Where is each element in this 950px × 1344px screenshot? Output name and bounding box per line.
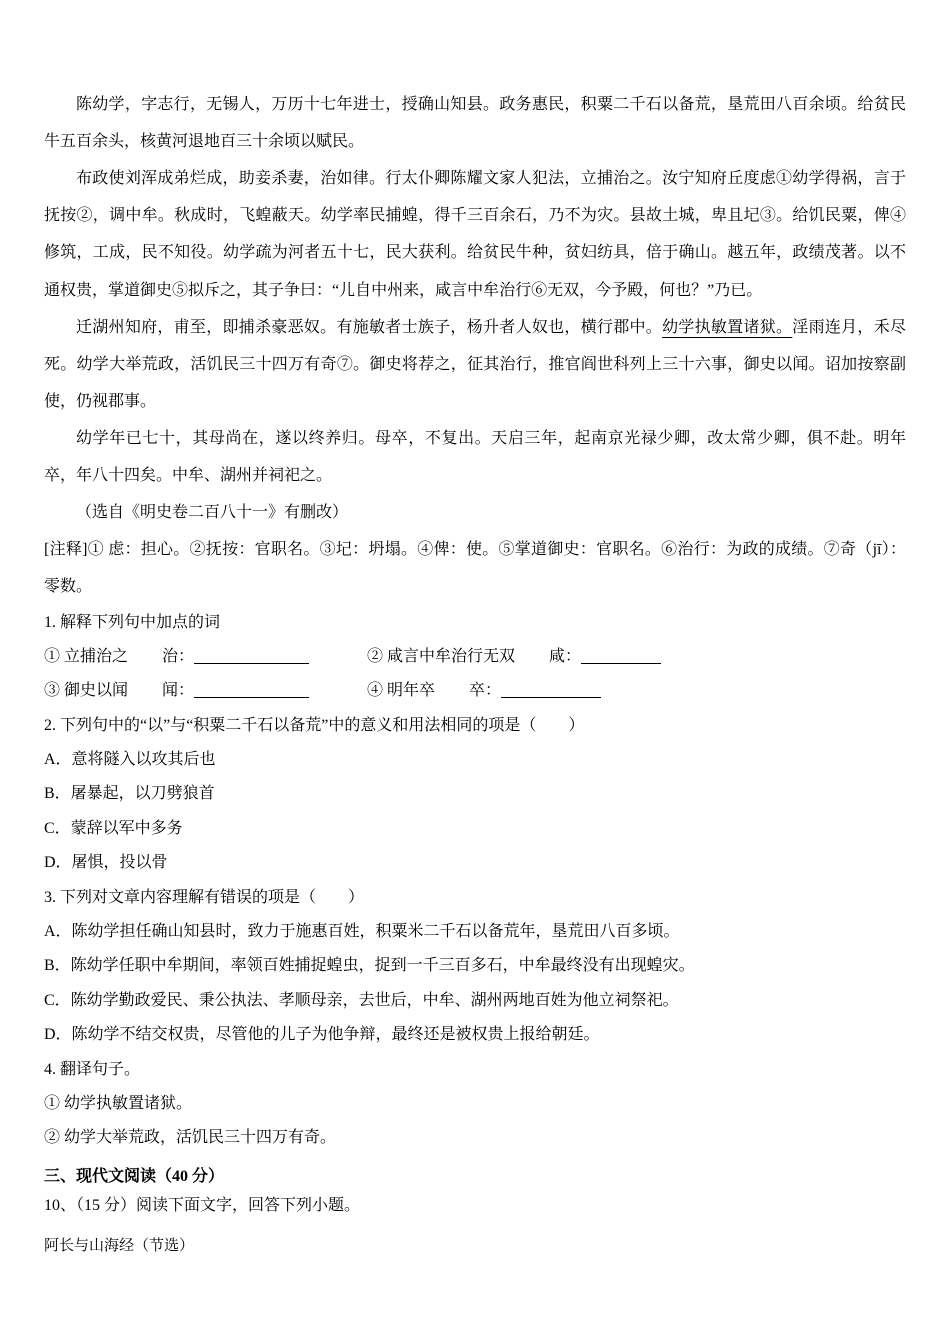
passage-paragraph-3: [44, 309, 906, 420]
q1-item-2-word: 咸：: [549, 647, 582, 665]
passage-paragraph-1: 陈幼学，字志行，无锡人，万历十七年进士，授确山知县。政务惠民，积粟二千石以备荒，垦荒田八百余顷。给贫民牛五百余头，核黄河退地百三十余顷以赋民。: [44, 96, 906, 151]
q1-item-2-phrase: ② 咸言中牟治行无双: [367, 647, 516, 665]
passage-notes: [注释]① 虑：担心。②抚按：官职名。③圮：坍塌。④俾：使。⑤掌道御史：官职名。⑥治行：为政的成绩。⑦奇（jī）：零数。: [44, 541, 906, 596]
answer-blank: [194, 682, 309, 698]
question-2-option-b: B．屠暴起，以刀劈狼首: [44, 785, 215, 803]
question-1-title: 1. 解释下列句中加点的词: [44, 613, 221, 631]
passage-source: （选自《明史卷二百八十一》有删改）: [76, 504, 349, 522]
q1-item-1-word: 治：: [162, 647, 195, 665]
reading-passage: [44, 86, 906, 606]
answer-blank: [194, 648, 309, 664]
question-10-intro: 10、（15 分）阅读下面文字，回答下列小题。: [44, 1197, 361, 1215]
passage-text: 淫雨连月，禾尽死。幼学大举荒政，活饥民三十四万有奇⑦。御史将荐之，征其治行，推官阎世科列上三十六事，御史以闻。诏加按察副使，仍视郡事。: [44, 318, 906, 410]
question-3-option-d: D．陈幼学不结交权贵，尽管他的儿子为他争辩，最终还是被权贵上报给朝廷。: [44, 1026, 600, 1044]
question-4-title: 4. 翻译句子。: [44, 1060, 141, 1078]
question-2-option-a: A．意将隧入以攻其后也: [44, 751, 216, 769]
question-3-option-c: C．陈幼学勤政爱民、秉公执法、孝顺母亲，去世后，中牟、湖州两地百姓为他立祠祭祀。: [44, 991, 679, 1009]
question-1-row-1: [44, 640, 906, 674]
passage-text: 迁湖州知府，甫至，即捕杀豪恶奴。有施敏者士族子，杨升者人奴也，横行郡中。: [76, 318, 663, 336]
q1-item-4-word: 卒：: [469, 682, 502, 700]
answer-blank: [501, 682, 601, 698]
answer-blank: [581, 648, 661, 664]
section-three-heading: 三、现代文阅读（40 分）: [44, 1167, 225, 1185]
question-3-option-a: A．陈幼学担任确山知县时，致力于施惠百姓，积粟米二千石以备荒年，垦荒田八百多顷。: [44, 923, 680, 941]
q1-item-1-phrase: ① 立捕治之: [44, 647, 129, 665]
question-1-row-2: [44, 674, 906, 708]
q1-item-3-word: 闻：: [162, 682, 195, 700]
passage-subtitle: 阿长与山海经（节选）: [44, 1237, 195, 1254]
question-2-option-d: D．屠惧，投以骨: [44, 854, 168, 872]
question-4-item-1: ① 幼学执敏置诸狱。: [44, 1095, 193, 1112]
passage-paragraph-4: 幼学年已七十，其母尚在，遂以终养归。母卒，不复出。天启三年，起南京光禄少卿，改太常少卿，俱不赴。明年卒，年八十四矣。中牟、湖州并祠祀之。: [44, 429, 906, 485]
question-2-title: 2. 下列句中的“以”与“积粟二千石以备荒”中的意义和用法相同的项是（ ）: [44, 716, 585, 734]
q1-item-4-phrase: ④ 明年卒: [367, 682, 436, 700]
question-3-option-b: B．陈幼学任职中牟期间，率领百姓捕捉蝗虫，捉到一千三百多石，中牟最终没有出现蝗灾。: [44, 957, 695, 975]
q1-item-3-phrase: ③ 御史以闻: [44, 682, 129, 700]
underlined-sentence: 幼学执敏置诸狱。: [662, 318, 793, 336]
question-2-option-c: C．蒙辞以军中多务: [44, 819, 183, 837]
question-3-title: 3. 下列对文章内容理解有错误的项是（ ）: [44, 888, 365, 906]
passage-paragraph-2: 布政使刘浑成弟烂成，助妾杀妻，治如律。行太仆卿陈耀文家人犯法，立捕治之。汝宁知府丘度虑①幼学得祸，言于抚按②，调中牟。秋成时，飞蝗蔽天。幼学率民捕蝗，得千三百余石，乃不为灾。县故土城，卑且圮③。给饥民粟，俾④修筑，工成，民不知役。幼学疏为河者五十七，民大获利。给贫民牛种，贫妇纺具，倍于确山。越五年，政绩茂著。以不通权贵，掌道御史⑤拟斥之，其子争曰：“儿自中州来，咸言中牟治行⑥无双，今予殿，何也？”乃已。: [44, 170, 906, 299]
question-4-item-2: ② 幼学大举荒政，活饥民三十四万有奇。: [44, 1129, 337, 1147]
section-three: [44, 1162, 906, 1261]
questions-section: [44, 606, 906, 1156]
